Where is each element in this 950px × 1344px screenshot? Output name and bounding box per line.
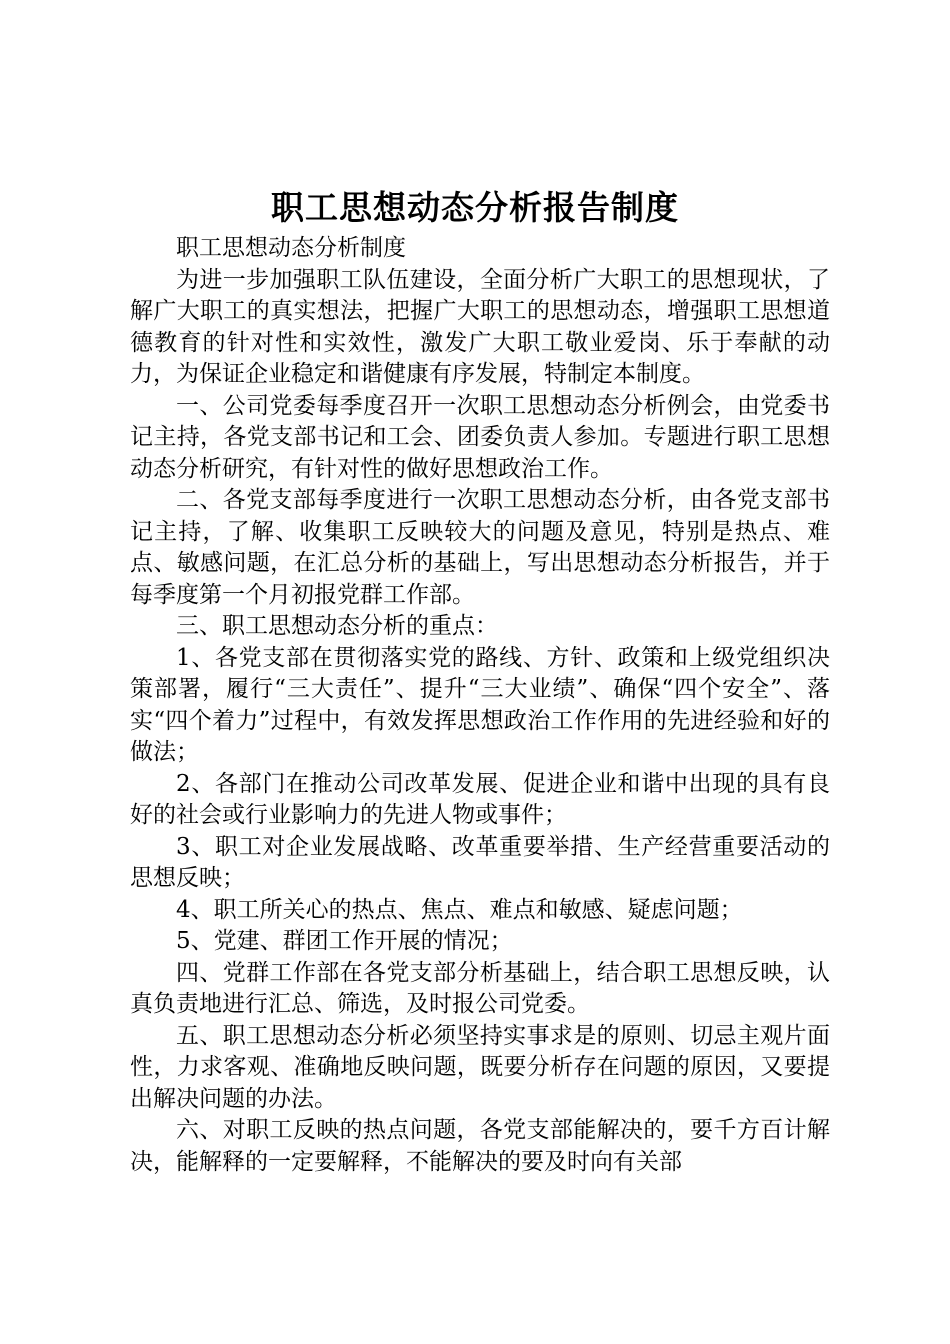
paragraph-item-2: 2、各部门在推动公司改革发展、促进企业和谐中出现的具有良好的社会或行业影响力的先进人物或事件； (130, 770, 830, 828)
paragraph-article-6: 六、对职工反映的热点问题，各党支部能解决的，要千方百计解决，能解释的一定要解释，不能解决的要及时向有关部 (130, 1117, 830, 1175)
paragraph-preamble: 为进一步加强职工队伍建设，全面分析广大职工的思想现状，了解广大职工的真实想法，把握广大职工的思想动态，增强职工思想道德教育的针对性和实效性，激发广大职工敬业爱岗、乐于奉献的动力，为保证企业稳定和谐健康有序发展，特制定本制度。 (130, 266, 830, 387)
document-title: 职工思想动态分析报告制度 (271, 188, 679, 227)
paragraph-article-5: 五、职工思想动态分析必须坚持实事求是的原则、切忌主观片面性，力求客观、准确地反映问题，既要分析存在问题的原因，又要提出解决问题的办法。 (130, 1022, 830, 1112)
paragraph-item-5: 5、党建、群团工作开展的情况； (176, 928, 513, 954)
paragraph-item-1: 1、各党支部在贯彻落实党的路线、方针、政策和上级党组织决策部署，履行“三大责任”、提升“三大业绩”、确保“四个安全”、落实“四个着力”过程中，有效发挥思想政治工作作用的先进经验和好的做法； (130, 644, 830, 765)
paragraph-item-3: 3、职工对企业发展战略、改革重要举措、生产经营重要活动的思想反映； (130, 833, 830, 891)
paragraph-article-3: 三、职工思想动态分析的重点： (176, 613, 498, 639)
paragraph-article-4: 四、党群工作部在各党支部分析基础上，结合职工思想反映，认真负责地进行汇总、筛选，及时报公司党委。 (130, 959, 830, 1017)
paragraph-item-4: 4、职工所关心的热点、焦点、难点和敏感、疑虑问题； (176, 896, 743, 923)
document-body (130, 233, 830, 1178)
paragraph-article-1: 一、公司党委每季度召开一次职工思想动态分析例会，由党委书记主持，各党支部书记和工会、团委负责人参加。专题进行职工思想动态分析研究，有针对性的做好思想政治工作。 (130, 392, 830, 482)
paragraph-article-2: 二、各党支部每季度进行一次职工思想动态分析，由各党支部书记主持，了解、收集职工反映较大的问题及意见，特别是热点、难点、敏感问题，在汇总分析的基础上，写出思想动态分析报告，并于每季度第一个月初报党群工作部。 (130, 487, 830, 608)
paragraph-subtitle: 职工思想动态分析制度 (176, 235, 406, 261)
